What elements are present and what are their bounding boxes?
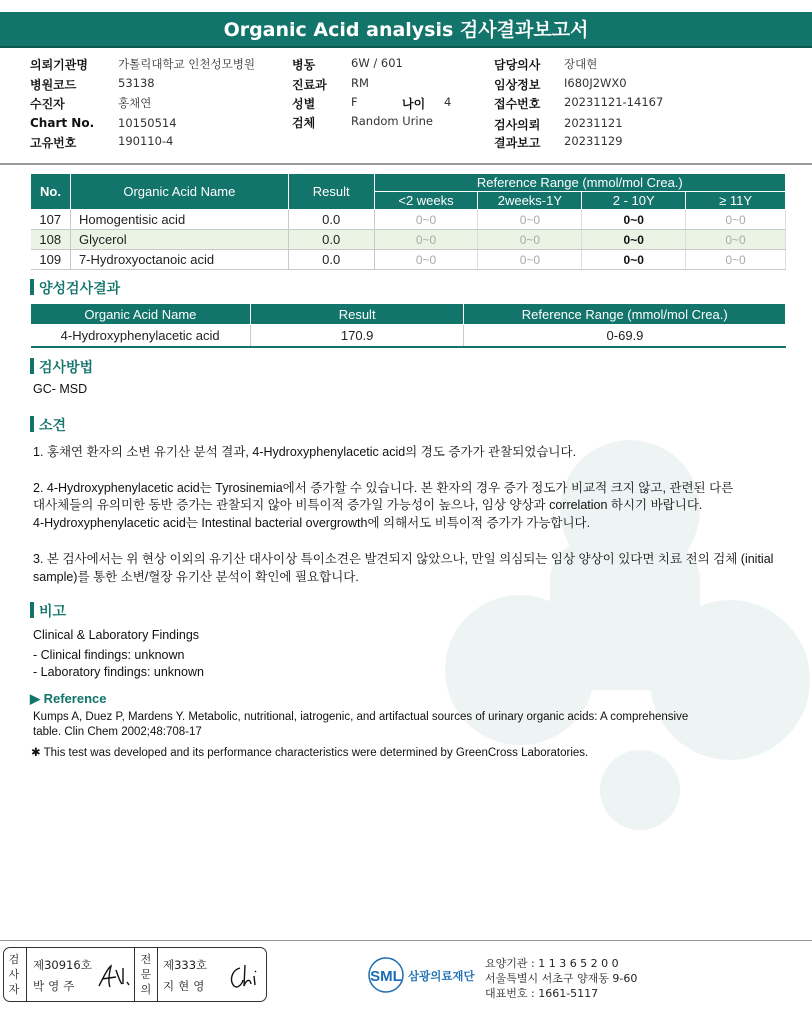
cell-no: 108	[31, 230, 71, 250]
label-institution: 의뢰기관명	[30, 58, 88, 72]
cell-result: 0.0	[288, 210, 374, 230]
value-specimen: Random Urine	[351, 114, 433, 128]
value-sex: F	[351, 95, 358, 109]
label-reception-no: 접수번호	[494, 97, 541, 111]
reference-line: Kumps A, Duez P, Mardens Y. Metabolic, nutritional, iatrogenic, and artifactual sources of urinary organic acids: A comprehensive	[33, 711, 689, 723]
tester-license-no: 제30916호	[33, 958, 92, 972]
lab-info-line: 요양기관 : 1 1 3 6 5 2 0 0	[485, 957, 619, 970]
cell-range: 0-69.9	[464, 325, 786, 347]
value-chart-no: 10150514	[118, 116, 177, 130]
tester-label: 검사자	[8, 953, 20, 996]
label-patient: 수진자	[30, 97, 65, 111]
cell-result: 170.9	[250, 325, 464, 347]
org-name: 삼광의료재단	[408, 969, 475, 983]
cell-range-highlight: 0~0	[582, 230, 686, 250]
header-age-group: 2 - 10Y	[582, 192, 686, 210]
lab-info	[485, 956, 637, 1001]
specialist-license-no: 제333호	[163, 958, 208, 972]
specialist-name: 지현영	[163, 979, 209, 993]
cell-name: 7-Hydroxyoctanoic acid	[70, 250, 288, 270]
lab-info-line: 서울특별시 서초구 양재동 9-60	[485, 972, 638, 985]
tester-name: 박영주	[33, 979, 79, 993]
cell-no: 107	[31, 210, 71, 230]
cell-range: 0~0	[374, 250, 478, 270]
label-report-date: 결과보고	[494, 136, 541, 150]
finding-line: 2. 4-Hydroxyphenylacetic acid는 Tyrosinemia에서 증가할 수 있습니다. 본 환자의 경우 증가 정도가 비교적 크지 않고, 관련된 다른	[33, 481, 734, 495]
cell-result: 0.0	[288, 230, 374, 250]
section-heading-method: 검사방법	[30, 357, 93, 375]
section-heading-findings: 소견	[30, 415, 66, 433]
cell-range: 0~0	[478, 230, 582, 250]
value-patient: 홍채연	[118, 96, 152, 110]
cell-range: 0~0	[686, 210, 786, 230]
test-note: ✱ This test was developed and its performance characteristics were determined by GreenCross Laboratories.	[31, 747, 589, 759]
table-row	[31, 230, 786, 250]
reference-heading: ▶ Reference	[30, 691, 107, 706]
header-age-group: ≥ 11Y	[686, 192, 786, 210]
label-ward: 병동	[292, 58, 316, 72]
cell-range: 0~0	[374, 210, 478, 230]
table-row	[31, 250, 786, 270]
section-heading-positive: 양성검사결과	[30, 278, 120, 296]
label-age: 나이	[402, 97, 426, 111]
svg-text:SML: SML	[370, 968, 402, 985]
header-age-group: <2 weeks	[374, 192, 478, 210]
cell-range: 0~0	[478, 210, 582, 230]
label-doctor: 담당의사	[494, 58, 541, 72]
finding-line: 1. 홍채연 환자의 소변 유기산 분석 결과, 4-Hydroxyphenylacetic acid의 경도 증가가 관찰되었습니다.	[33, 445, 577, 459]
report-title: Organic Acid analysis 검사결과보고서	[0, 12, 812, 48]
label-chart-no: Chart No.	[30, 116, 95, 130]
table-row	[31, 210, 786, 230]
header-name: Organic Acid Name	[31, 304, 251, 325]
cell-range: 0~0	[478, 250, 582, 270]
value-doctor: 장대현	[564, 57, 598, 71]
cell-range-highlight: 0~0	[582, 250, 686, 270]
label-specimen: 검체	[292, 116, 316, 130]
section-heading-remarks: 비고	[30, 601, 66, 619]
reference-line: table. Clin Chem 2002;48:708-17	[33, 726, 202, 738]
divider	[26, 948, 27, 1001]
value-request-date: 20231121	[564, 116, 623, 130]
finding-line: sample)를 통한 소변/혈장 유기산 분석이 확인에 필요합니다.	[33, 570, 359, 584]
signature-box	[3, 947, 267, 1002]
label-request-date: 검사의뢰	[494, 118, 541, 132]
method-text: GC- MSD	[33, 382, 88, 396]
positive-results-table	[30, 303, 786, 348]
remark-line: - Laboratory findings: unknown	[33, 665, 204, 679]
label-unique-no: 고유번호	[30, 136, 77, 150]
value-ward: 6W / 601	[351, 56, 403, 70]
divider	[157, 948, 158, 1001]
value-reception-no: 20231121-14167	[564, 95, 664, 109]
table-row	[31, 325, 786, 347]
value-report-date: 20231129	[564, 134, 623, 148]
cell-name: Glycerol	[70, 230, 288, 250]
footer-divider	[0, 940, 812, 941]
header-result: Result	[250, 304, 464, 325]
specialist-label: 전문의	[140, 953, 152, 996]
finding-line: 4-Hydroxyphenylacetic acid는 Intestinal bacterial overgrowth에 의해서도 비특이적 증가가 가능합니다.	[33, 516, 591, 530]
cell-name: Homogentisic acid	[70, 210, 288, 230]
header-result: Result	[288, 174, 374, 210]
cell-result: 0.0	[288, 250, 374, 270]
header-age-group: 2weeks-1Y	[478, 192, 582, 210]
specialist-signature-icon	[226, 962, 262, 992]
value-department: RM	[351, 76, 369, 90]
finding-line: 대사체들의 유의미한 동반 증가는 관찰되지 않아 비특이적 증가일 가능성이 높으나, 임상 양상과 correlation 하시기 바랍니다.	[33, 498, 703, 512]
cell-no: 109	[31, 250, 71, 270]
tester-signature-icon	[96, 962, 132, 992]
results-table	[30, 173, 786, 270]
divider	[134, 948, 135, 1001]
header-name: Organic Acid Name	[70, 174, 288, 210]
value-institution: 가톨릭대학교 인천성모병원	[118, 57, 255, 71]
value-age: 4	[444, 95, 452, 109]
label-hospital-code: 병원코드	[30, 78, 77, 92]
header-no: No.	[31, 174, 71, 210]
cell-range: 0~0	[374, 230, 478, 250]
cell-name: 4-Hydroxyphenylacetic acid	[31, 325, 251, 347]
value-unique-no: 190110-4	[118, 134, 174, 148]
lab-info-line: 대표번호 : 1661-5117	[485, 987, 599, 1000]
sml-logo-icon	[366, 957, 406, 993]
label-department: 진료과	[292, 78, 327, 92]
cell-range: 0~0	[686, 230, 786, 250]
cell-range: 0~0	[686, 250, 786, 270]
finding-line: 3. 본 검사에서는 위 현상 이외의 유기산 대사이상 특이소견은 발견되지 않았으나, 만일 의심되는 임상 양상이 있다면 치료 전의 검체 (initial	[33, 552, 774, 566]
value-clinical-info: I680J2WX0	[564, 76, 627, 90]
remark-line: Clinical & Laboratory Findings	[33, 628, 200, 642]
label-sex: 성별	[292, 97, 316, 111]
cell-range-highlight: 0~0	[582, 210, 686, 230]
header-reference-range: Reference Range (mmol/mol Crea.)	[464, 304, 786, 325]
header-reference-range: Reference Range (mmol/mol Crea.)	[374, 174, 785, 192]
label-clinical-info: 임상정보	[494, 78, 541, 92]
value-hospital-code: 53138	[118, 76, 155, 90]
remark-line: - Clinical findings: unknown	[33, 648, 185, 662]
divider	[0, 163, 812, 165]
